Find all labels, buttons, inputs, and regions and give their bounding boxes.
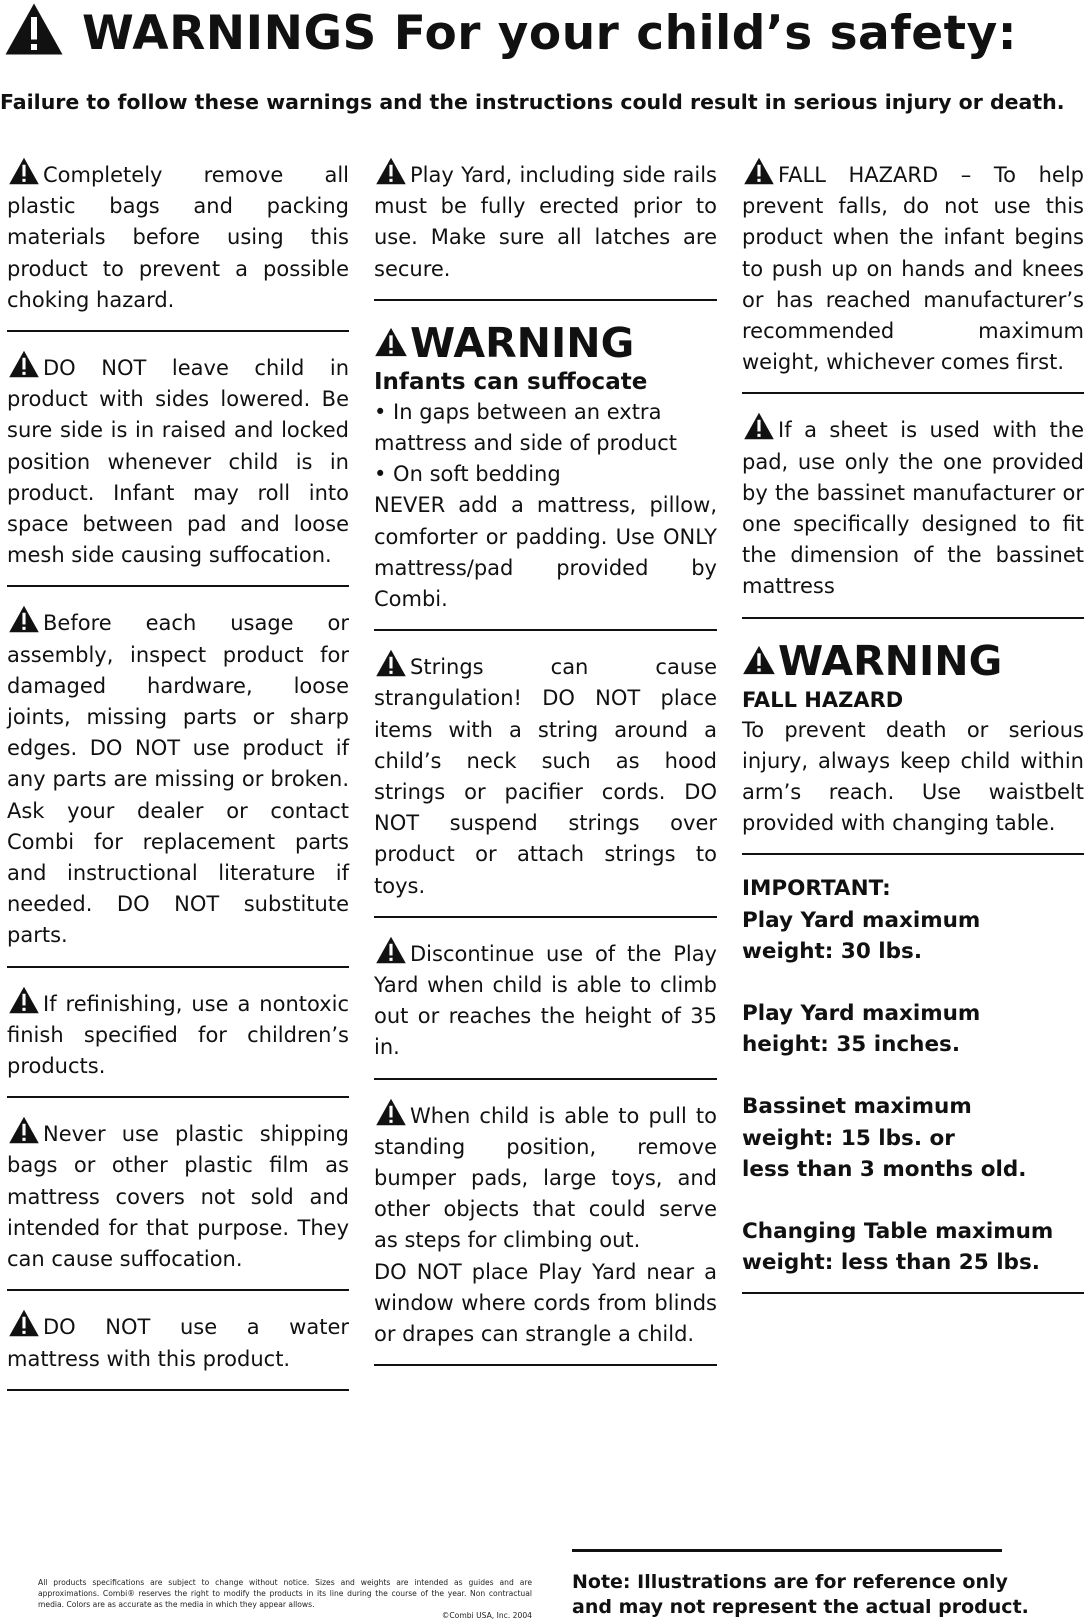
limit-line: less than 3 months old. xyxy=(742,1156,1027,1182)
warning-body: NEVER add a mattress, pillow, comforter or padding. Use ONLY mattress/pad provided by Combi. xyxy=(374,493,717,612)
bullet-item: • In gaps between an extra mattress and side of product xyxy=(374,399,678,456)
warning-subheading: Infants can suffocate xyxy=(374,368,648,395)
warning-text: DO NOT leave child in product with sides lowered. Be sure side is in raised and locked position whenever child is in product. Infant may roll into space between pad and loose mesh side causing suffocation. xyxy=(7,356,349,568)
warning-triangle-icon xyxy=(7,986,41,1014)
suffocation-warning-box xyxy=(374,319,717,631)
page-subtitle: Failure to follow these warnings and the instructions could result in serious injury or death. xyxy=(0,90,1065,114)
warning-item xyxy=(374,649,717,918)
warning-heading: WARNING xyxy=(742,637,1084,685)
limit-line: Bassinet maximum xyxy=(742,1094,972,1120)
warning-subheading: FALL HAZARD xyxy=(742,687,904,712)
warning-triangle-icon xyxy=(742,645,776,675)
warning-item xyxy=(374,936,717,1080)
warning-triangle-icon xyxy=(374,649,408,677)
warning-triangle-icon xyxy=(374,936,408,964)
limit-line: weight: 30 lbs. xyxy=(742,938,922,964)
important-label: IMPORTANT: xyxy=(742,876,891,902)
warning-triangle-icon xyxy=(374,327,408,357)
divider xyxy=(572,1549,1002,1552)
warning-item xyxy=(7,986,349,1099)
warning-item xyxy=(7,1309,349,1390)
warning-triangle-icon xyxy=(7,1116,41,1144)
limit-line: Changing Table maximum xyxy=(742,1219,1054,1245)
warning-item xyxy=(742,412,1084,618)
warning-item xyxy=(374,1098,717,1367)
warning-triangle-icon xyxy=(4,2,64,56)
limit-line: Play Yard maximum xyxy=(742,907,981,933)
warning-triangle-icon xyxy=(742,157,776,185)
limit-line: weight: less than 25 lbs. xyxy=(742,1250,1040,1276)
warning-text: If a sheet is used with the pad, use only the one provided by the bassinet manufacturer or one specifically designed to fit the dimension of the bassinet mattress xyxy=(742,418,1084,599)
warning-item xyxy=(7,157,349,332)
warning-text: Before each usage or assembly, inspect product for damaged hardware, loose joints, missing parts or sharp edges. DO NOT use product if any parts are missing or broken. Ask your dealer or contact Combi for replacement parts and instructional literature if needed. DO NOT substitute parts. xyxy=(7,611,349,948)
limit-line: height: 35 inches. xyxy=(742,1032,960,1058)
warning-item xyxy=(742,157,1084,394)
fall-hazard-warning-box xyxy=(742,637,1084,856)
note-line: Note: Illustrations are for reference only xyxy=(572,1571,1008,1593)
warning-text: FALL HAZARD – To help prevent falls, do not use this product when the infant begins to push up on hands and knees or has reached manufacturer’s recommended maximum weight, whichever comes first. xyxy=(742,163,1084,375)
warning-text: When child is able to pull to standing position, remove bumper pads, large toys, and other objects that could serve as steps for climbing out. xyxy=(374,1103,717,1253)
warning-heading: WARNING xyxy=(374,319,717,367)
warning-text: Strings can cause strangulation! DO NOT place items with a string around a child’s neck such as hood strings or pacifier cords. DO NOT suspend strings over product or attach strings to toys. xyxy=(374,655,717,898)
note-line: and may not represent the actual product. xyxy=(572,1596,1029,1618)
warning-triangle-icon xyxy=(742,412,776,440)
warning-item xyxy=(374,157,717,301)
page-title: WARNINGS For your child’s safety: xyxy=(82,6,1017,61)
warning-item xyxy=(7,350,349,587)
warning-text: If refinishing, use a nontoxic finish specified for children’s products. xyxy=(7,991,349,1079)
disclaimer-text: All products specifications are subject to change without notice. Sizes and weights are intended as guides and are approximations. Combi® reserves the right to modify the products in its line during the course of the year. Non contractual media. Colors are as accurate as the media in which they appear allows. xyxy=(38,1578,532,1609)
warning-triangle-icon xyxy=(374,157,408,185)
warning-item xyxy=(7,1116,349,1291)
limit-line: weight: 15 lbs. or xyxy=(742,1125,955,1151)
column-3 xyxy=(742,157,1084,1312)
illustration-note xyxy=(572,1570,1029,1620)
warning-text: Never use plastic shipping bags or other plastic film as mattress covers not sold and intended for that purpose. They can cause suffocation. xyxy=(7,1122,349,1272)
warning-text: Completely remove all plastic bags and packing materials before using this product to prevent a possible choking hazard. xyxy=(7,163,349,312)
fine-print xyxy=(38,1577,532,1621)
important-limits xyxy=(742,873,1084,1294)
warning-text: DO NOT place Play Yard near a window where cords from blinds or drapes can strangle a child. xyxy=(374,1259,717,1347)
warning-triangle-icon xyxy=(374,1098,408,1126)
warning-text: Play Yard, including side rails must be fully erected prior to use. Make sure all latches are secure. xyxy=(374,163,717,281)
column-1 xyxy=(7,157,349,1409)
warning-triangle-icon xyxy=(7,157,41,185)
warning-triangle-icon xyxy=(7,605,41,633)
copyright: ©Combi USA, Inc. 2004 xyxy=(441,1611,532,1620)
warning-item xyxy=(7,605,349,967)
header xyxy=(0,0,1084,70)
warning-text: DO NOT use a water mattress with this product. xyxy=(7,1315,349,1371)
warning-text: Discontinue use of the Play Yard when child is able to climb out or reaches the height of 35 in. xyxy=(374,941,717,1060)
column-2 xyxy=(374,157,717,1384)
warning-triangle-icon xyxy=(7,1309,41,1337)
warning-body: To prevent death or serious injury, always keep child within arm’s reach. Use waistbelt provided with changing table. xyxy=(742,717,1084,836)
warning-triangle-icon xyxy=(7,350,41,378)
limit-line: Play Yard maximum xyxy=(742,1001,981,1027)
bullet-item: • On soft bedding xyxy=(374,462,561,487)
